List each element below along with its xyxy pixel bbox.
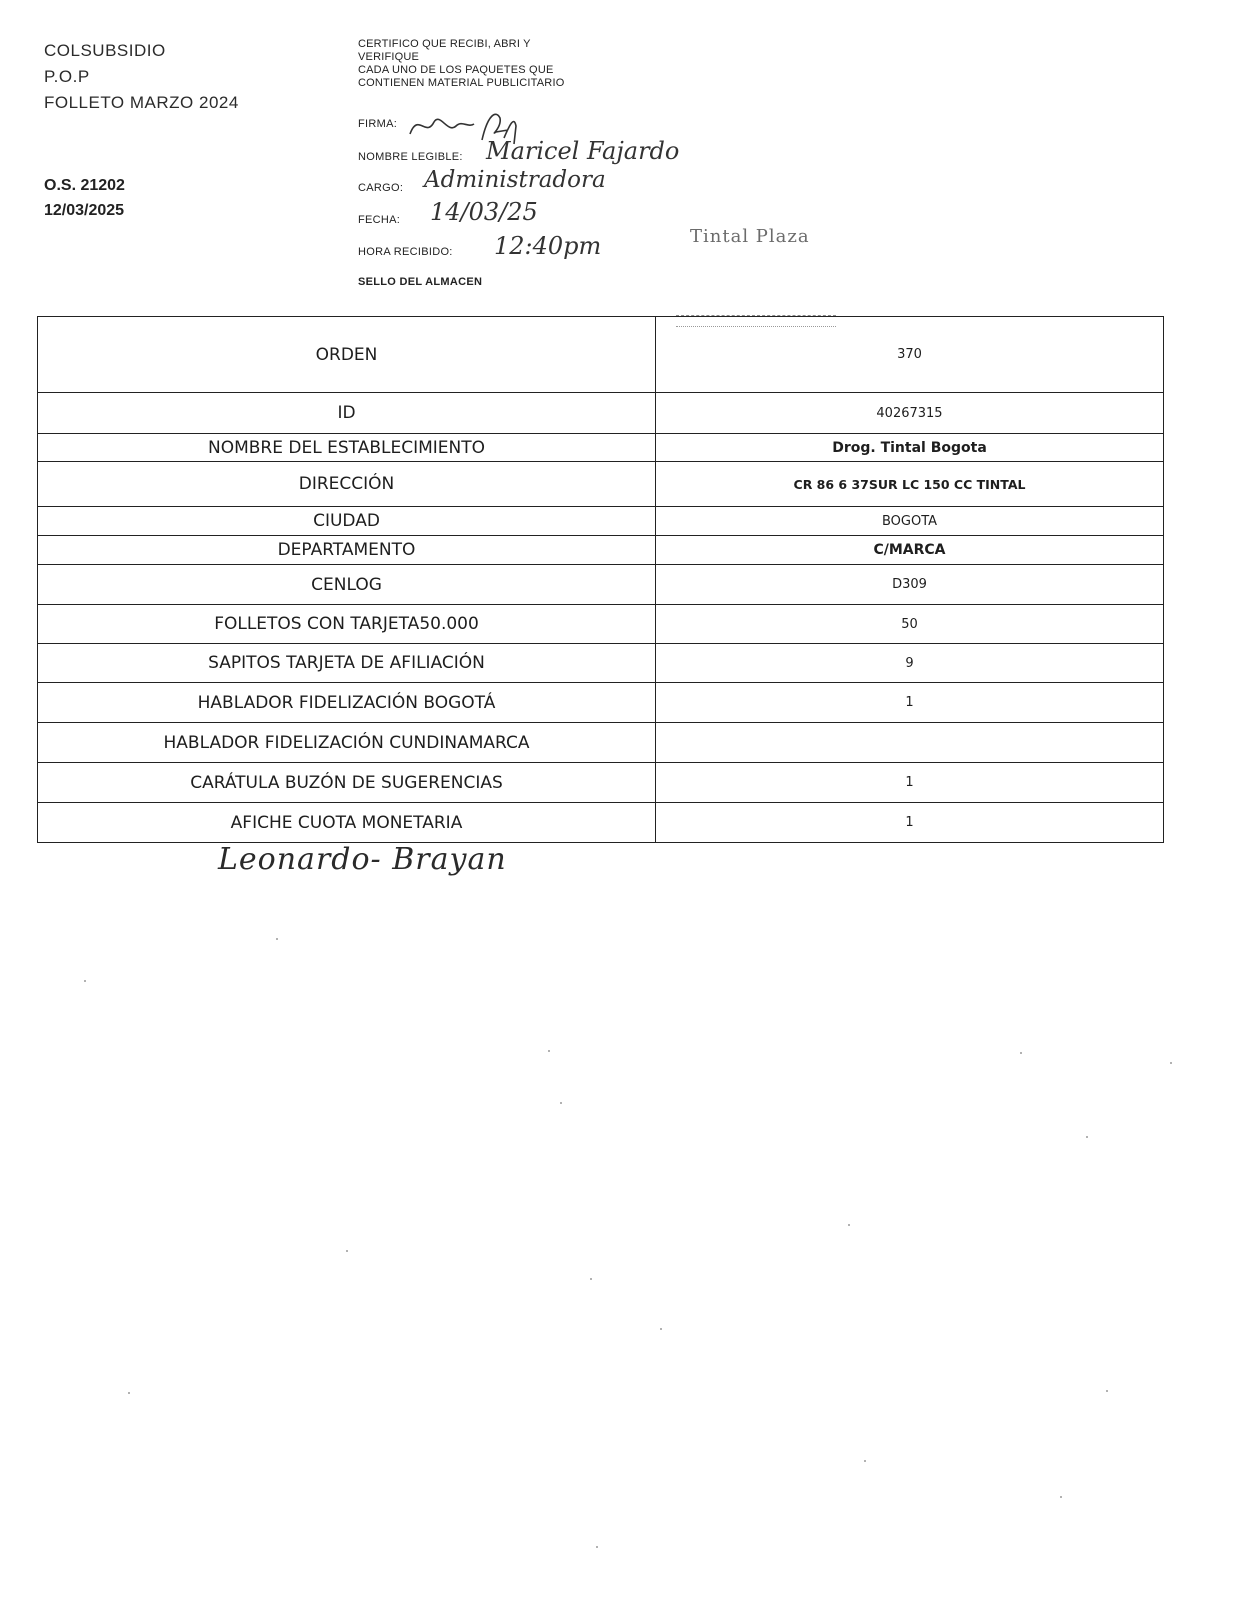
row-label: CENLOG [38, 565, 656, 605]
firma-label: FIRMA: [358, 118, 398, 130]
row-label: HABLADOR FIDELIZACIÓN BOGOTÁ [38, 683, 656, 723]
cargo-handwritten: Administradora [424, 167, 606, 193]
row-label: ID [38, 393, 656, 434]
nombre-handwritten: Maricel Fajardo [486, 137, 680, 165]
cert-line: CADA UNO DE LOS PAQUETES QUE [358, 64, 554, 76]
table-row [38, 536, 1164, 565]
row-label: AFICHE CUOTA MONETARIA [38, 803, 656, 843]
row-value: Drog. Tintal Bogota [656, 434, 1164, 462]
row-value: 50 [656, 605, 1164, 644]
row-label: HABLADOR FIDELIZACIÓN CUNDINAMARCA [38, 723, 656, 763]
table-row [38, 605, 1164, 644]
row-label: CIUDAD [38, 507, 656, 536]
nombre-label: NOMBRE LEGIBLE: [358, 151, 463, 163]
row-label: FOLLETOS CON TARJETA50.000 [38, 605, 656, 644]
row-value: D309 [656, 565, 1164, 605]
store-stamp: Tintal Plaza [690, 226, 810, 247]
cert-line: VERIFIQUE [358, 51, 420, 63]
table-row [38, 683, 1164, 723]
table-row [38, 507, 1164, 536]
sello-label: SELLO DEL ALMACEN [358, 276, 483, 288]
cert-line: CONTIENEN MATERIAL PUBLICITARIO [358, 77, 565, 89]
fecha-handwritten: 14/03/25 [430, 198, 538, 226]
folleto-title: FOLLETO MARZO 2024 [44, 93, 239, 112]
os-number: O.S. 21202 [44, 177, 125, 194]
company-name: COLSUBSIDIO [44, 41, 166, 60]
row-value: 370 [656, 317, 1164, 393]
certification-block [358, 38, 658, 90]
certification-text [358, 38, 658, 90]
pop-label: P.O.P [44, 67, 90, 86]
row-label: ORDEN [38, 317, 656, 393]
table-row [38, 462, 1164, 507]
table-row [38, 723, 1164, 763]
fecha-label: FECHA: [358, 214, 401, 226]
hora-label: HORA RECIBIDO: [358, 246, 453, 258]
company-header [44, 38, 239, 116]
row-value: 1 [656, 683, 1164, 723]
row-value: 1 [656, 763, 1164, 803]
table-row [38, 644, 1164, 683]
row-value: C/MARCA [656, 536, 1164, 565]
table-row [38, 763, 1164, 803]
row-value: 1 [656, 803, 1164, 843]
table-row [38, 434, 1164, 462]
table-row [38, 565, 1164, 605]
row-label: DIRECCIÓN [38, 462, 656, 507]
row-label: DEPARTAMENTO [38, 536, 656, 565]
order-info [44, 173, 125, 223]
row-label: NOMBRE DEL ESTABLECIMIENTO [38, 434, 656, 462]
delivery-table [37, 316, 1164, 843]
cargo-label: CARGO: [358, 182, 404, 194]
hora-handwritten: 12:40pm [494, 232, 602, 260]
row-value [656, 723, 1164, 763]
row-label: CARÁTULA BUZÓN DE SUGERENCIAS [38, 763, 656, 803]
cert-line: CERTIFICO QUE RECIBI, ABRI Y [358, 38, 531, 50]
row-value: 9 [656, 644, 1164, 683]
row-value: BOGOTA [656, 507, 1164, 536]
table-row [38, 317, 1164, 393]
os-date: 12/03/2025 [44, 202, 125, 219]
table-row [38, 393, 1164, 434]
table-row [38, 803, 1164, 843]
row-value: 40267315 [656, 393, 1164, 434]
handwritten-names: Leonardo- Brayan [218, 842, 507, 877]
row-label: SAPITOS TARJETA DE AFILIACIÓN [38, 644, 656, 683]
row-value: CR 86 6 37SUR LC 150 CC TINTAL [656, 462, 1164, 507]
